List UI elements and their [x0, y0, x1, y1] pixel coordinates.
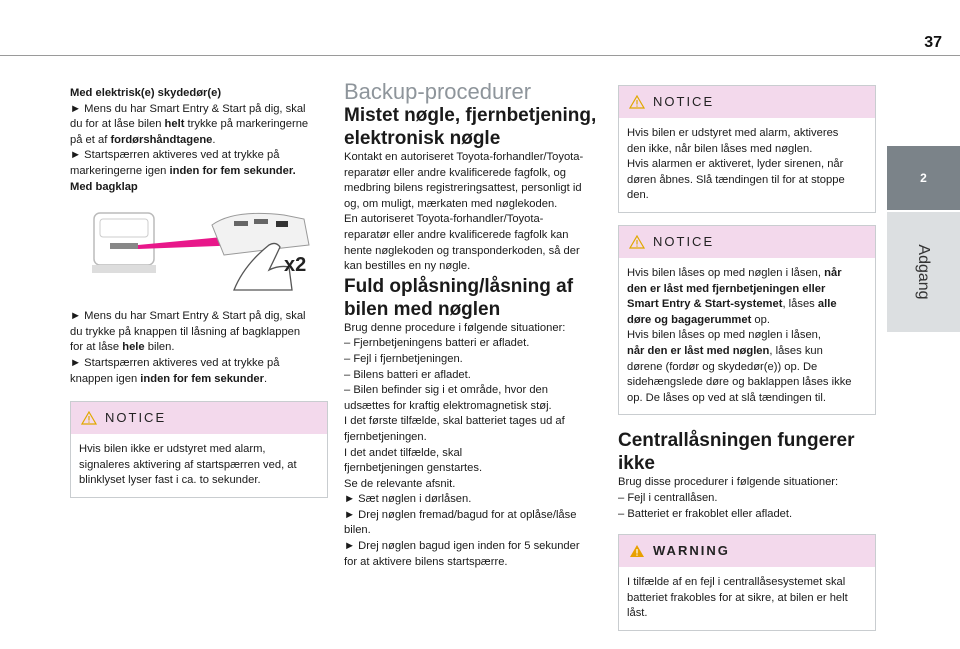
warning-triangle-icon — [629, 235, 645, 249]
column-2 — [344, 80, 602, 570]
press-twice-label: x2 — [284, 254, 307, 277]
notice-header — [619, 226, 875, 258]
notice-title: NOTICE — [653, 94, 715, 110]
page-number: 37 — [924, 34, 942, 51]
full-unlock-text: Brug denne procedure i følgende situationer: – Fjernbetjeningens batteri er afladet. – Fejl i fjernbetjeningen. – Bilens batteri er afladet. – Bilen befinder sig i et område, hvor den udsættes for kraftig elektromagnetisk støj. I det første tilfælde, skal batteriet tages ud af fjernbetjeningen. I det andet tilfælde, skal fjernbetjeningen genstartes. Se de relevante afsnit. ► Sæt nøglen i dørlåsen. ► Drej nøglen fremad/bagud for at oplåse/låse bilen. ► Drej nøglen bagud igen inden for 5 sekunder for at aktivere bilens startspærre. — [344, 321, 580, 568]
tailgate-illustration — [84, 205, 324, 295]
warning-title: WARNING — [653, 543, 730, 559]
lost-key-text: Kontakt en autoriseret Toyota-forhandler/Toyota- reparatør eller andre kvalificerede fagfolk, og medbring bilens registreringsattest, personligt id og, om muligt, mærkaten med nøglekoden. En autoriseret Toyota-forhandler/Toyota- reparatør eller andre kvalificerede fagfolk kan hente nøglekoden og transponderkoden, så der kan bestilles en ny nøgle. — [344, 151, 584, 273]
notice-header — [71, 402, 327, 434]
column-1 — [70, 80, 328, 498]
notice-box-alarm-key — [618, 85, 876, 213]
header-rule — [0, 55, 960, 56]
warning-header — [619, 535, 875, 567]
warning-filled-triangle-icon — [629, 544, 645, 558]
section-title: Backup-procedurer — [344, 79, 532, 104]
notice-body: Hvis bilen låses op med nøglen i låsen, når den er låst med fjernbetjeningen eller Smart Entry & Start-systemet, låses alle døre og bagagerummet op. Hvis bilen låses op med nøglen i låsen, når den er låst med nøglen, låses kun dørene (fordør og skydedør(e)) op. De sidehængslede døre og baklappen låses ikke op. De låses op ved at slå tændingen til. — [627, 266, 852, 404]
notice-body: Hvis bilen er udstyret med alarm, aktiveres den ikke, når bilen låses med nøglen. Hvis alarmen er aktiveret, lyder sirenen, når døren åbnes. Slå tændingen til for at stoppe den. — [627, 127, 845, 202]
section-tab[interactable] — [887, 212, 960, 332]
warning-triangle-icon — [629, 95, 645, 109]
tailgate-button-image — [84, 205, 324, 295]
sliding-doors-text: ► Mens du har Smart Entry & Start på dig, skal du for at låse bilen helt trykke på markeringerne på et af fordørshåndtagene. ► Startspærren aktiveres ved at trykke på markeringerne igen inden for fem sekunder. — [70, 102, 309, 177]
warning-box — [618, 534, 876, 631]
notice-header — [619, 86, 875, 118]
notice-title: NOTICE — [653, 234, 715, 250]
heading-central-locking: Centrallåsningen fungerer ikke — [618, 430, 855, 475]
heading-full-unlock: Fuld oplåsning/låsning af bilen med nøglen — [344, 275, 574, 320]
notice-box-unlock — [618, 225, 876, 415]
section-tab-label: Adgang — [915, 244, 932, 300]
notice-box-alarm — [70, 401, 328, 498]
heading-tailgate: Med bagklap — [70, 180, 138, 193]
tailgate-text: ► Mens du har Smart Entry & Start på dig, skal du trykke på knappen til låsning af bagklappen for at låse hele bilen. ► Startspærren aktiveres ved at trykke på knappen igen inden for fem sekunder. — [70, 310, 306, 385]
notice-title: NOTICE — [105, 410, 167, 426]
central-locking-text: Brug disse procedurer i følgende situationer: – Fejl i centrallåsen. – Batteriet er frakoblet eller afladet. — [618, 476, 839, 520]
column-3 — [618, 80, 876, 631]
heading-sliding-doors: Med elektrisk(e) skydedør(e) — [70, 87, 222, 99]
heading-lost-key: Mistet nøgle, fjernbetjening, elektronisk nøgle — [344, 105, 597, 149]
warning-triangle-icon — [81, 411, 97, 425]
notice-body: Hvis bilen ikke er udstyret med alarm, signaleres aktivering af startspærren ved, at blinklyset lyser fast i ca. to sekunder. — [79, 443, 297, 487]
chapter-tab[interactable]: 2 — [887, 146, 960, 210]
warning-body: I tilfælde af en fejl i centrallåsesystemet skal batteriet frakobles for at sikre, at bilen er helt låst. — [627, 576, 848, 620]
